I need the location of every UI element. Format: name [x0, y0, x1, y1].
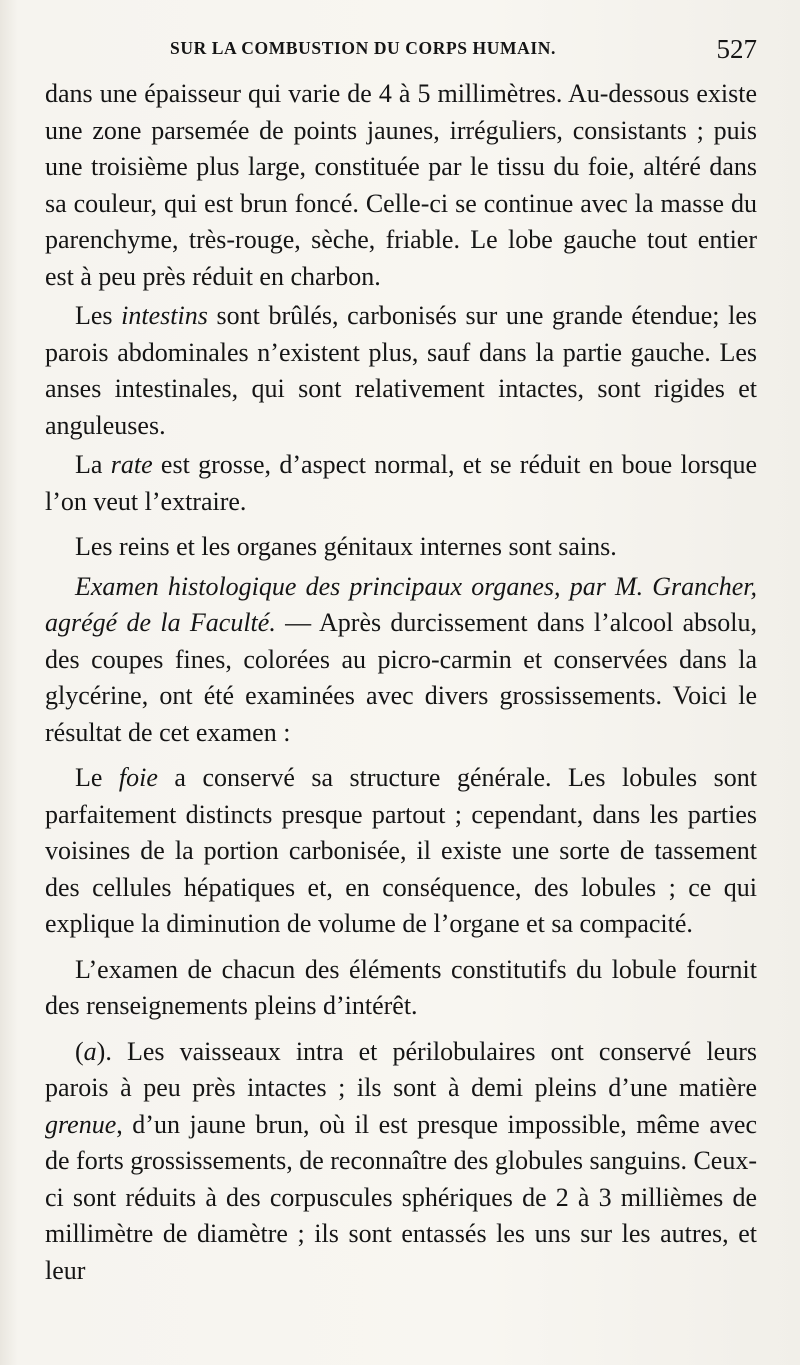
text-run: Les — [75, 301, 122, 330]
text-run: Le — [75, 763, 119, 792]
page-number: 527 — [716, 34, 757, 64]
italic-term: a — [83, 1036, 97, 1066]
italic-term: rate — [110, 450, 153, 479]
paragraph-lobule — [45, 952, 757, 1025]
paragraph-kidneys — [45, 529, 757, 566]
text-run: ( — [75, 1036, 84, 1066]
section-heading-italic: Examen histologique des principaux organes, par M. Grancher, agrégé de la Faculté. — [45, 571, 757, 637]
paragraph-text: Les reins et les organes génitaux internes sont sains. — [75, 532, 617, 561]
italic-term: grenue — [45, 1109, 117, 1139]
paragraph-spleen — [45, 447, 757, 520]
paragraph-text: dans une épaisseur qui varie de 4 à 5 millimètres. Au-dessous existe une zone parsemée de points jaunes, irréguliers, consistants ; puis une troisième plus large, constituée par le tissu du foie, altéré dans sa couleur, qui est brun foncé. Celle-ci se continue avec la masse du parenchyme, très-rouge, sèche, friable. Le lobe gauche tout entier est à peu près réduit en charbon. — [45, 79, 757, 291]
text-run: — Après durcissement dans l’alcool absolu, des coupes fines, colorées au picro-carmin et conservées dans la glycérine, ont été examinées avec divers grossissements. Voici le résultat de cet examen : — [45, 608, 758, 747]
text-run: sont brûlés, carbonisés sur une grande étendue; les parois abdominales n’existent plus, sauf dans la partie gauche. Les anses intestinales, qui sont relativement intactes, sont rigides et anguleuses. — [45, 301, 757, 440]
paragraph-liver-zones — [45, 76, 757, 295]
text-run: a conservé sa structure générale. Les lobules sont parfaitement distincts presque partout ; cependant, dans les parties voisines de la portion carbonisée, il existe une sorte de tassement des cellules hépatiques et, en conséquence, des lobules ; ce qui explique la diminution de volume de l’organe et sa compacité. — [45, 763, 757, 938]
running-head: SUR LA COMBUSTION DU CORPS HUMAIN. — [170, 38, 556, 58]
page-header — [45, 34, 757, 74]
paragraph-histology — [45, 569, 757, 752]
paragraph-intestines — [45, 298, 757, 444]
paragraph-liver-structure — [45, 760, 757, 943]
text-run: est grosse, d’aspect normal, et se réduit en boue lorsque l’on veut l’extraire. — [45, 450, 757, 516]
italic-term: foie — [118, 763, 158, 792]
text-run: , d’un jaune brun, où il est presque impossible, même avec de forts grossissements, de reconnaître des globules sanguins. Ceux-ci sont réduits à des corpuscules sphériques de 2 à 3 millièmes de millimètre de diamètre ; ils sont entassés les uns sur les autres, et leur — [45, 1109, 757, 1285]
text-run: ). Les vaisseaux intra et périlobulaires ont conservé leurs parois à peu près intactes ; ils sont à demi pleins d’une matière — [45, 1036, 757, 1102]
italic-term: intestins — [121, 301, 208, 330]
paragraph-vessels — [45, 1034, 757, 1290]
text-run: La — [75, 450, 111, 479]
body-text — [45, 76, 757, 1289]
paragraph-text: L’examen de chacun des éléments constitutifs du lobule fournit des renseignements pleins d’intérêt. — [45, 954, 757, 1020]
